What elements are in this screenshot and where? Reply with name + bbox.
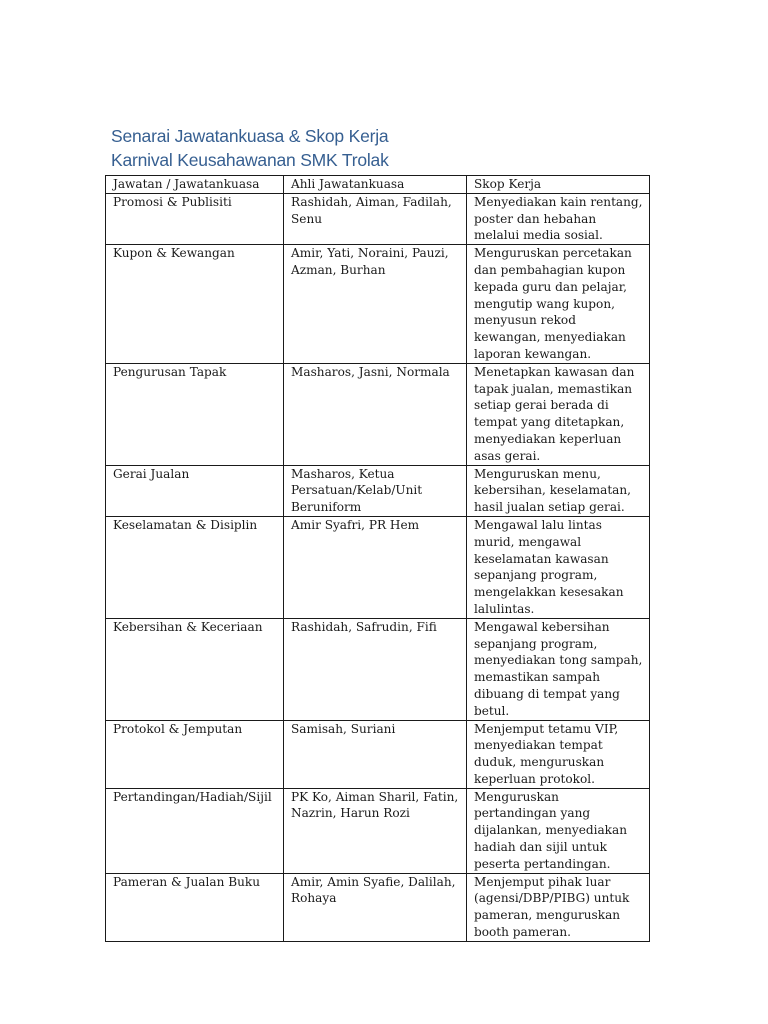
table-row bbox=[106, 193, 650, 244]
committee-table bbox=[105, 175, 650, 942]
table-row bbox=[106, 363, 650, 465]
position-cell: Pameran & Jualan Buku bbox=[106, 873, 284, 941]
scope-cell: Menjemput tetamu VIP, menyediakan tempat duduk, menguruskan keperluan protokol. bbox=[467, 720, 650, 788]
scope-cell: Mengawal lalu lintas murid, mengawal keselamatan kawasan sepanjang program, mengelakkan kesesakan lalulintas. bbox=[467, 516, 650, 618]
table-row bbox=[106, 873, 650, 941]
position-cell: Pengurusan Tapak bbox=[106, 363, 284, 465]
scope-cell: Menyediakan kain rentang, poster dan hebahan melalui media sosial. bbox=[467, 193, 650, 244]
scope-cell: Mengawal kebersihan sepanjang program, menyediakan tong sampah, memastikan sampah dibuang di tempat yang betul. bbox=[467, 618, 650, 720]
scope-cell: Menguruskan percetakan dan pembahagian kupon kepada guru dan pelajar, mengutip wang kupon, menyusun rekod kewangan, menyediakan laporan kewangan. bbox=[467, 245, 650, 364]
position-cell: Kupon & Kewangan bbox=[106, 245, 284, 364]
header-scope: Skop Kerja bbox=[467, 176, 650, 194]
members-cell: Masharos, Jasni, Normala bbox=[284, 363, 467, 465]
members-cell: Amir, Yati, Noraini, Pauzi, Azman, Burhan bbox=[284, 245, 467, 364]
table-row bbox=[106, 465, 650, 516]
table-row bbox=[106, 245, 650, 364]
position-cell: Kebersihan & Keceriaan bbox=[106, 618, 284, 720]
title-line-1: Senarai Jawatankuasa & Skop Kerja bbox=[111, 126, 389, 146]
document-title bbox=[111, 124, 389, 172]
position-cell: Gerai Jualan bbox=[106, 465, 284, 516]
table-header-row bbox=[106, 176, 650, 194]
members-cell: Masharos, Ketua Persatuan/Kelab/Unit Beruniform bbox=[284, 465, 467, 516]
position-cell: Protokol & Jemputan bbox=[106, 720, 284, 788]
scope-cell: Menjemput pihak luar (agensi/DBP/PIBG) untuk pameran, menguruskan booth pameran. bbox=[467, 873, 650, 941]
position-cell: Pertandingan/Hadiah/Sijil bbox=[106, 788, 284, 873]
position-cell: Promosi & Publisiti bbox=[106, 193, 284, 244]
members-cell: PK Ko, Aiman Sharil, Fatin, Nazrin, Harun Rozi bbox=[284, 788, 467, 873]
header-position: Jawatan / Jawatankuasa bbox=[106, 176, 284, 194]
header-members: Ahli Jawatankuasa bbox=[284, 176, 467, 194]
members-cell: Rashidah, Safrudin, Fifi bbox=[284, 618, 467, 720]
scope-cell: Menguruskan menu, kebersihan, keselamatan, hasil jualan setiap gerai. bbox=[467, 465, 650, 516]
table-row bbox=[106, 516, 650, 618]
members-cell: Amir, Amin Syafie, Dalilah, Rohaya bbox=[284, 873, 467, 941]
table-row bbox=[106, 720, 650, 788]
title-line-2: Karnival Keusahawanan SMK Trolak bbox=[111, 150, 389, 170]
scope-cell: Menetapkan kawasan dan tapak jualan, memastikan setiap gerai berada di tempat yang ditetapkan, menyediakan keperluan asas gerai. bbox=[467, 363, 650, 465]
table-row bbox=[106, 618, 650, 720]
members-cell: Rashidah, Aiman, Fadilah, Senu bbox=[284, 193, 467, 244]
members-cell: Samisah, Suriani bbox=[284, 720, 467, 788]
members-cell: Amir Syafri, PR Hem bbox=[284, 516, 467, 618]
scope-cell: Menguruskan pertandingan yang dijalankan, menyediakan hadiah dan sijil untuk peserta pertandingan. bbox=[467, 788, 650, 873]
position-cell: Keselamatan & Disiplin bbox=[106, 516, 284, 618]
table-row bbox=[106, 788, 650, 873]
